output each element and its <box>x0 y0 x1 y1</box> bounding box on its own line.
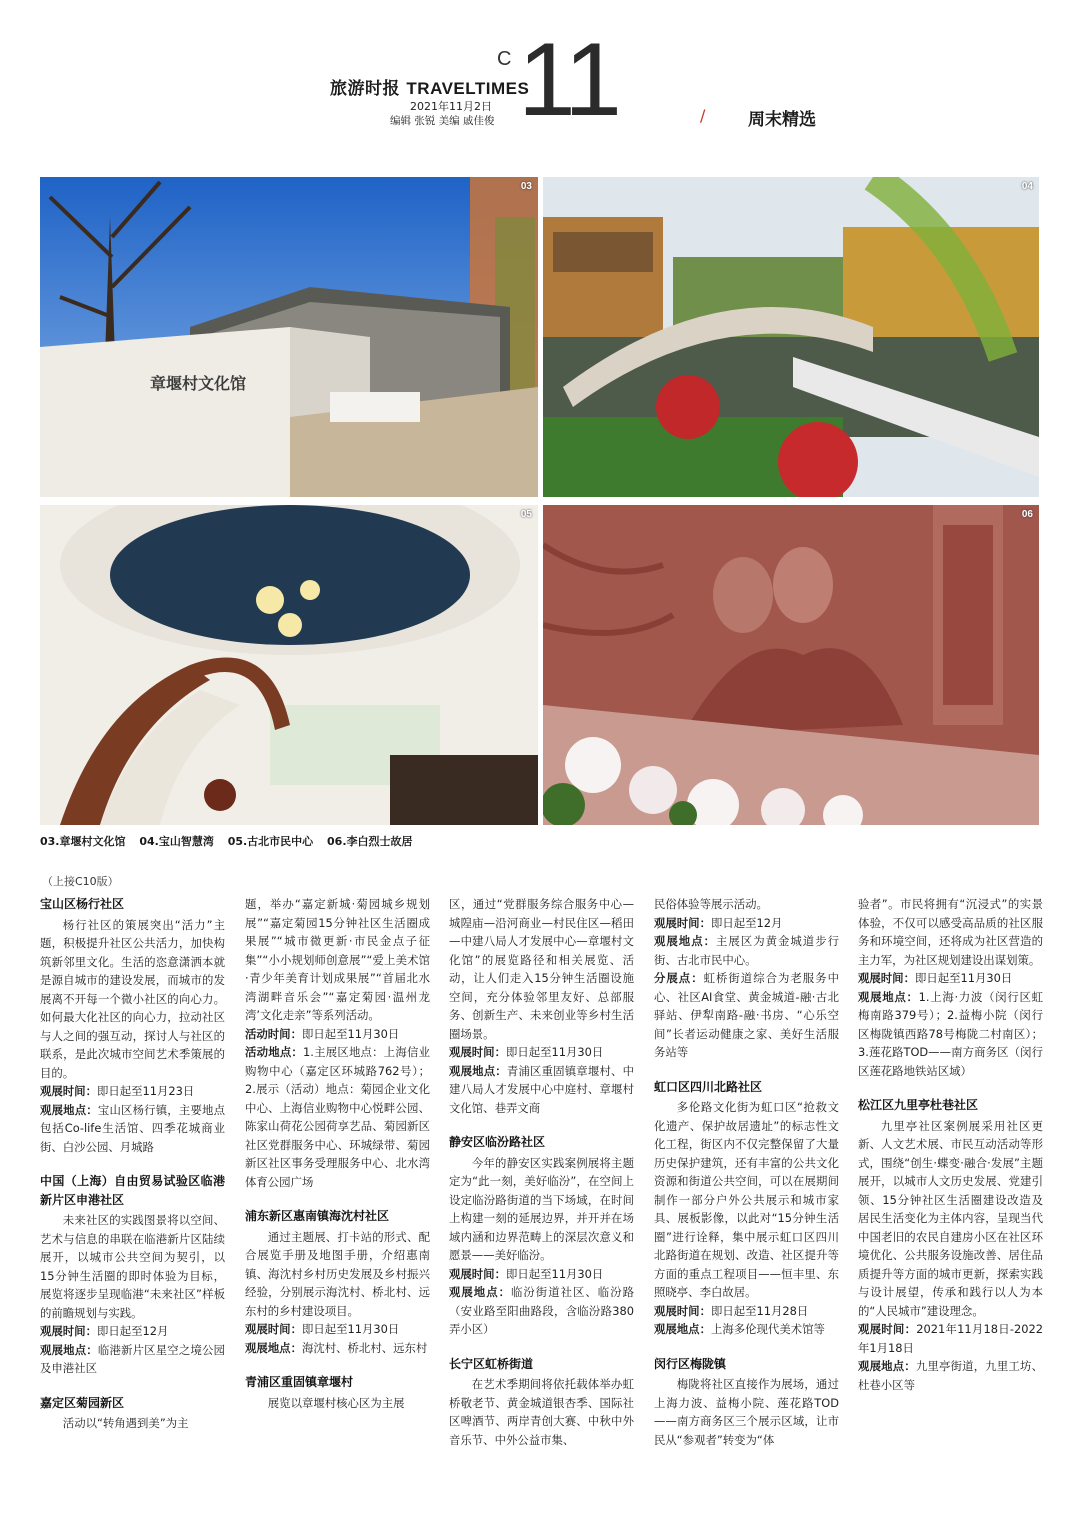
info-label: 观展时间： <box>449 1266 506 1281</box>
info-value: 即日起至12月 <box>710 915 783 930</box>
section-spacer <box>449 1117 634 1133</box>
body-paragraph: 通过主题展、打卡站的形式、配合展览手册及地图手册，介绍惠南镇、海沈村乡村历史发展及乡村振兴经验，分别展示海沈村、桥北村、远东村的乡村建设项目。 <box>245 1229 430 1318</box>
info-value: 即日起至11月30日 <box>914 971 1013 985</box>
info-line <box>40 1082 225 1101</box>
photo-03-image <box>40 177 538 497</box>
district-heading: 嘉定区菊园新区 <box>40 1395 125 1410</box>
info-label: 观展地点： <box>858 989 919 1004</box>
body-paragraph: 今年的静安区实践案例展将主题定为“此一刻，美好临汾”，在空间上设定临汾路街道的当下场域，在时间上构建一刻的延展边界，并开并在场域内涵和边界范畴上的深层次意义和愿景——美好临汾。 <box>449 1155 634 1262</box>
info-line <box>449 1265 634 1284</box>
caption-06: 06.李白烈士故居 <box>327 835 413 848</box>
district-heading: 长宁区虹桥街道 <box>449 1356 534 1371</box>
info-label: 观展时间： <box>858 1322 917 1336</box>
info-value: 虹桥街道综合为老服务中心、社区AI食堂、黄金城道-融·古北驿站、伊犁南路-融·书房、“心乐空间”长者运动健康之家、美好生活服务站等 <box>654 971 839 1059</box>
info-value: 海沈村、桥北村、远东村 <box>301 1340 428 1355</box>
info-line <box>40 1101 225 1157</box>
page-section-letter: C <box>497 48 512 70</box>
district-heading: 闵行区梅陇镇 <box>654 1356 727 1371</box>
photo-05-gubei-civic-center <box>40 505 538 825</box>
info-value: 即日起至11月30日 <box>301 1322 400 1336</box>
info-label: 活动地点： <box>245 1045 304 1059</box>
photo-03-zhangyan-culture-hall <box>40 177 538 497</box>
photo-number: 05 <box>520 509 532 520</box>
photo-number: 03 <box>520 181 532 192</box>
district-heading: 宝山区杨行社区 <box>40 897 125 911</box>
info-label: 分展点： <box>654 971 704 985</box>
info-label: 观展地点： <box>40 1342 98 1357</box>
info-line <box>449 1062 634 1118</box>
body-paragraph: 九里亭社区案例展采用社区更新、人文艺术展、市民互动活动等形式，围绕“创生·蝶变·融合·发展”主题展开，以城市人文历史发展、党建引领、15分钟社区生活圈建设改造及居民生活变化为主体内容，呈现当代中国老旧的农民自建房小区在社区环境优化、公共服务设施改善、居住品质提升等方面的城市更新，探索实践与设计展望，传承和践行以人为本的“人民城市”建设理念。 <box>858 1118 1043 1318</box>
info-line <box>245 1043 430 1191</box>
info-label: 观展时间： <box>654 1303 711 1318</box>
info-label: 观展地点： <box>449 1285 511 1299</box>
info-line <box>654 932 839 969</box>
info-value: 1.上海·力波（闵行区虹梅南路379号）；2.益梅小院（闵行区梅陇镇西路78号梅陇二村南区）；3.莲花路TOD——南方商务区（闵行区莲花路地铁站区域） <box>858 989 1043 1078</box>
info-value: 主展区为黄金城道步行街、古北市民中心。 <box>654 934 839 967</box>
info-label: 观展地点： <box>449 1063 507 1078</box>
info-line <box>858 1320 1043 1357</box>
body-paragraph-continued: 区，通过“党群服务综合服务中心—城隍庙—沿河商业—村民住区—稻田—中建八局人才发展中心—章堰村文化馆”的展览路径和相关展览、活动，让人们走入15分钟生活圈设施空间，充分体验邻里友好、总部服务、创新生产、未来创业等乡村生活圈场景。 <box>449 897 634 1041</box>
info-value: 宝山区杨行镇，主要地点包括Co-life生活馆、四季花城商业街、白沙公园、月城路 <box>40 1102 225 1154</box>
info-label: 观展地点： <box>245 1340 302 1355</box>
body-paragraph-continued: 验者”。市民将拥有“沉浸式”的实景体验，不仅可以感受高品质的社区服务和环境空间，还将成为社区营造的主力军，为社区规划建设出谋划策。 <box>858 897 1043 967</box>
district-heading: 松江区九里亭杜巷社区 <box>858 1098 979 1112</box>
body-paragraph-continued: 题，举办“嘉定新城·菊园城乡规划展”“嘉定菊园15分钟社区生活圈成果展”“城市微更新·市民金点子征集”“小小规划师创意展”“爱上美术馆·青少年美育计划成果展”“首届北水湾湖畔音乐会”“嘉定菊园·温州龙湾’文化走亲”等系列活动。 <box>245 897 430 1022</box>
info-label: 观展地点： <box>654 1322 711 1336</box>
newspaper-name-cn: 旅游时报 <box>330 79 400 99</box>
info-label: 观展时间： <box>245 1322 302 1336</box>
body-paragraph-continued: 民俗体验等展示活动。 <box>654 897 768 911</box>
info-value: 即日起至11月28日 <box>710 1303 809 1318</box>
info-label: 观展时间： <box>449 1045 506 1059</box>
photo-04-baoshan-smart-bay <box>543 177 1039 497</box>
page-number: 11 <box>518 22 618 138</box>
info-value: 临汾街道社区、临汾路（安业路至阳曲路段，含临汾路380弄小区） <box>449 1285 634 1336</box>
section-spacer <box>245 1191 430 1207</box>
district-heading: 中国（上海）自由贸易试验区临港新片区申港社区 <box>40 1174 225 1207</box>
info-line <box>449 1043 634 1062</box>
photo-06-li-bai-martyr-residence <box>543 505 1039 825</box>
info-line <box>654 914 839 933</box>
info-line <box>245 1320 430 1339</box>
info-line <box>654 1320 839 1339</box>
article-column-2 <box>245 895 430 1412</box>
info-line <box>245 1339 430 1358</box>
newspaper-name-en: TRAVELTIMES <box>406 79 530 98</box>
info-line <box>40 1322 225 1341</box>
info-line <box>858 1357 1043 1394</box>
article-column-3 <box>449 895 634 1449</box>
body-paragraph: 未来社区的实践图景将以空间、艺术与信息的串联在临港新片区陆续展开，以城市公共空间为契引，以15分钟生活圈的即时体验为目标，展览将逐步呈现临港“未来社区”样板的前瞻规划与实践。 <box>40 1213 225 1320</box>
info-line <box>654 969 839 1062</box>
info-value: 即日起至11月23日 <box>96 1084 195 1098</box>
info-value: 即日起至12月 <box>96 1324 169 1338</box>
info-label: 观展时间： <box>858 971 915 985</box>
section-spacer <box>245 1357 430 1373</box>
info-label: 观展时间： <box>40 1324 97 1338</box>
photo-06-image <box>543 505 1039 825</box>
section-divider: / <box>700 106 706 125</box>
caption-05: 05.古北市民中心 <box>227 835 314 848</box>
info-value: 九里亭街道，九里工坊、杜巷小区等 <box>858 1359 1043 1392</box>
body-paragraph: 在艺术季期间将依托载体举办虹桥敬老节、黄金城道银杏季、国际社区啤酒节、两岸青创大赛、中秋中外音乐节、中外公益市集、 <box>449 1377 634 1447</box>
section-spacer <box>449 1339 634 1355</box>
body-paragraph: 多伦路文化街为虹口区“抢救文化遗产、保护故居遗址”的标志性文化工程，街区内不仅完整保留了大量历史保护建筑，还有丰富的公共文化资源和街道公共空间，可以在展期间制作一部分户外公共展示和城市家具、展板影像，以此对“15分钟生活圈”进行诠释，集中展示虹口区四川北路街道在规划、改造、社区提升等方面的重点工程项目——恒丰里、东照晓亭、李白故居。 <box>654 1100 839 1299</box>
photo-05-image <box>40 505 538 825</box>
info-line <box>449 1283 634 1339</box>
editors-line: 编辑 张锐 美编 戚佳俊 <box>390 115 495 127</box>
info-line <box>858 988 1043 1081</box>
info-line <box>40 1341 225 1378</box>
info-value: 1.主展区地点：上海信业购物中心（嘉定区环城路762号）；2.展示（活动）地点：菊园企业文化中心、上海信业购物中心悦畔公园、陈家山荷花公园荷享艺品、菊园新区社区党群服务中心、环城绿带、菊园新区社区事务受理服务中心、北水湾体育公园广场 <box>245 1045 430 1189</box>
info-value: 即日起至11月30日 <box>301 1026 400 1041</box>
info-line <box>858 969 1043 988</box>
newspaper-name <box>330 74 529 99</box>
section-spacer <box>858 1080 1043 1096</box>
section-spacer <box>40 1156 225 1172</box>
body-paragraph: 活动以“转角遇到美”为主 <box>62 1416 189 1430</box>
body-paragraph: 杨行社区的策展突出“活力”主题，积极提升社区公共活力，加快构筑新邻里文化。生活的恣意潇洒本就是源自城市的建设发展，而城市的发展离不开每一个微小社区的向心力。如何最大化社区的向心力，拉动社区与人之间的强互动，探讨人与社区的联系，是此次城市空间艺术季策展的目的。 <box>40 917 225 1080</box>
info-label: 观展时间： <box>40 1084 97 1098</box>
continued-from-note: （上接C10版） <box>42 875 119 888</box>
section-title: 周末精选 <box>748 110 816 130</box>
caption-03: 03.章堰村文化馆 <box>40 835 126 848</box>
photo-captions <box>40 833 423 849</box>
info-label: 观展时间： <box>654 915 711 930</box>
photo-04-image <box>543 177 1039 497</box>
photo-number: 04 <box>1021 181 1033 192</box>
info-value: 青浦区重固镇章堰村、中建八局人才发展中心中庭村、章堰村文化馆、巷弄文商 <box>449 1063 634 1115</box>
info-value: 上海多伦现代美术馆等 <box>710 1322 825 1336</box>
body-paragraph: 展览以章堰村核心区为主展 <box>267 1395 405 1410</box>
body-paragraph: 梅陇将社区直接作为展场，通过上海力波、益梅小院、莲花路TOD——南方商务区三个展示区域，让市民从“参观者”转变为“体 <box>654 1377 839 1447</box>
article-column-1 <box>40 895 225 1433</box>
photo-number: 06 <box>1021 509 1033 520</box>
info-value: 临港新片区星空之境公园及申港社区 <box>40 1342 225 1375</box>
section-spacer <box>654 1339 839 1355</box>
info-line <box>245 1025 430 1044</box>
caption-04: 04.宝山智慧湾 <box>139 835 214 848</box>
district-heading: 静安区临汾路社区 <box>449 1135 546 1149</box>
info-label: 观展地点： <box>858 1359 916 1373</box>
district-heading: 虹口区四川北路社区 <box>654 1079 763 1094</box>
photo-03-sign-text: 章堰村文化馆 <box>150 374 247 393</box>
info-value: 即日起至11月30日 <box>505 1266 604 1281</box>
info-value: 2021年11月18日-2022年1月18日 <box>858 1322 1043 1355</box>
issue-date: 2021年11月2日 <box>410 100 492 113</box>
info-label: 活动时间： <box>245 1026 302 1041</box>
section-spacer <box>654 1062 839 1078</box>
info-line <box>654 1302 839 1321</box>
district-heading: 浦东新区惠南镇海沈村社区 <box>245 1209 390 1223</box>
article-column-4 <box>654 895 839 1449</box>
section-spacer <box>40 1378 225 1394</box>
info-value: 即日起至11月30日 <box>505 1045 604 1059</box>
info-label: 观展地点： <box>40 1102 98 1117</box>
info-label: 观展地点： <box>654 934 716 948</box>
article-column-5 <box>858 895 1043 1394</box>
district-heading: 青浦区重固镇章堰村 <box>245 1375 354 1389</box>
